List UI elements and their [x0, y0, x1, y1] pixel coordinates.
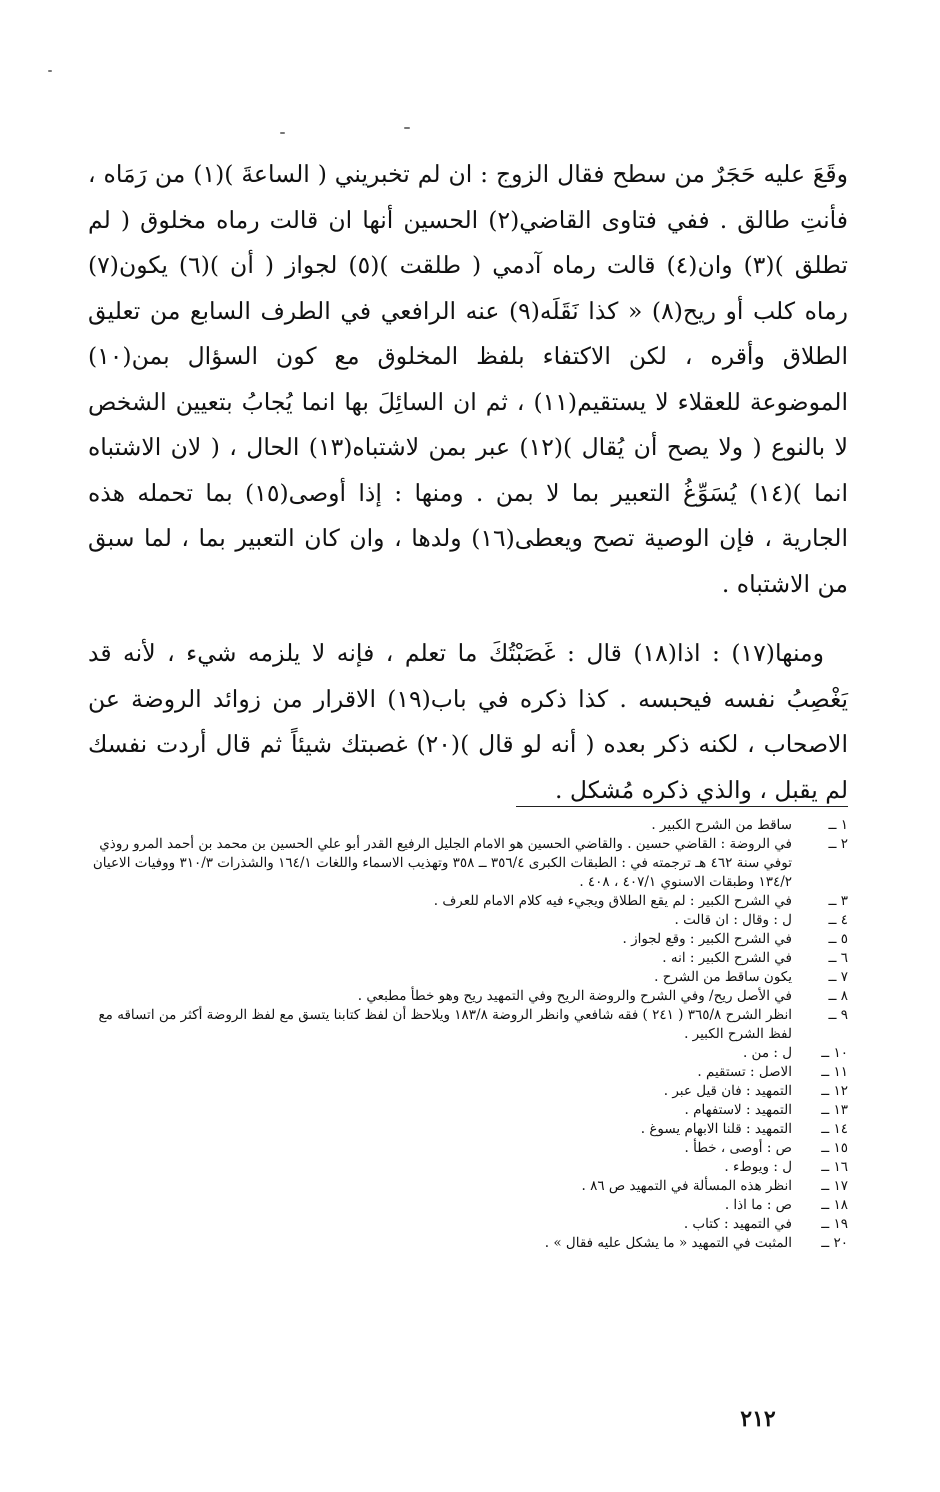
- footnote-item: [88, 892, 848, 911]
- scan-speck: [404, 127, 410, 129]
- footnote-text: في الروضة : القاضي حسين . والقاضي الحسين هو الامام الجليل الرفيع القدر أبو علي الحسين بن محمد بن أحمد المرو روذي توفي سنة ٤٦٢ هـ ترجمته في : الطبقات الكبرى ٣٥٦/٤ ــ ٣٥٨ وتهذيب الاسماء واللغات ١٦٤/١ والشذرات ٣١٠/٣ ووفيات الاعيان ١٣٤/٢ وطبقات الاسنوي ٤٠٧/١ ، ٤٠٨ .: [92, 836, 792, 890]
- footnote-item: [88, 816, 848, 835]
- footnote-text: يكون ساقط من الشرح .: [654, 969, 792, 985]
- footnote-text: في الشرح الكبير : انه .: [662, 950, 792, 966]
- footnote-number: ١٧ ــ: [821, 1178, 848, 1194]
- footnote-number: ١ ــ: [828, 817, 848, 833]
- footnote-number: ١٣ ــ: [821, 1102, 848, 1118]
- footnote-item: [88, 1044, 848, 1063]
- footnote-number: ١٢ ــ: [821, 1083, 848, 1099]
- footnote-number: ١٥ ــ: [821, 1140, 848, 1156]
- paragraph-2: ومنها(١٧) : اذا(١٨) قال : غَصَبْتُكَ ما تعلم ، فإنه لا يلزمه شيء ، لأنه قد يَغْصِبُ نفسه فيحبسه . كذا ذكره في باب(١٩) الاقرار من زوائد الروضة عن الاصحاب ، لكنه ذكر بعده ( أنه لو قال )(٢٠) غصبتك شيئاً ثم قال أردت نفسك لم يقبل ، والذي ذكره مُشكل .: [88, 639, 849, 804]
- scan-speck: [280, 132, 285, 134]
- footnote-item: [88, 949, 848, 968]
- footnote-text: ساقط من الشرح الكبير .: [651, 817, 792, 833]
- footnote-number: ٤ ــ: [828, 912, 848, 928]
- footnote-item: [88, 911, 848, 930]
- footnote-number: ١١ ــ: [821, 1064, 848, 1080]
- footnote-text: التمهيد : قلنا الابهام يسوغ .: [640, 1121, 792, 1137]
- footnote-text: في الأصل ريح/ وفي الشرح والروضة الريح وفي التمهيد ريح وهو خطأ مطبعي .: [357, 988, 792, 1004]
- footnote-number: ٧ ــ: [828, 969, 848, 985]
- footnote-text: ل : من .: [742, 1045, 792, 1061]
- footnote-number: ١٠ ــ: [821, 1045, 848, 1061]
- paragraph-1: وقَعَ عليه حَجَرٌ من سطح فقال الزوج : ان لم تخبريني ( الساعةَ )(١) من رَمَاه ، فأنتِ طالق . ففي فتاوى القاضي(٢) الحسين أنها ان قالت رماه مخلوق ( لم تطلق )(٣) وان(٤) قالت رماه آدمي ( طلقت )(٥) لجواز ( أن )(٦) يكون(٧) رماه كلب أو ريح(٨) « كذا نَقَلَه(٩) عنه الرافعي في الطرف السابع من تعليق الطلاق وأقره ، لكن الاكتفاء بلفظ المخلوق مع كون السؤال بمن(١٠) الموضوعة للعقلاء لا يستقيم(١١) ، ثم ان السائِلَ بها انما يُجابُ بتعيين الشخص لا بالنوع ( ولا يصح أن يُقال )(١٢) عبر بمن لاشتباه(١٣) الحال ، ( لان الاشتباه انما )(١٤) يُسَوِّغُ التعبير بما لا بمن . ومنها : إذا أوصى(١٥) بما تحمله هذه الجارية ، فإن الوصية تصح ويعطى(١٦) ولدها ، وان كان التعبير بما ، لما سبق من الاشتباه .: [88, 160, 849, 598]
- footnote-text: انظر هذه المسألة في التمهيد ص ٨٦ .: [581, 1178, 792, 1194]
- footnote-item: [88, 1082, 848, 1101]
- footnote-text: في الشرح الكبير : وقع لجواز .: [622, 931, 792, 947]
- footnote-text: في الشرح الكبير : لم يقع الطلاق ويجيء فيه كلام الامام للعرف .: [433, 893, 792, 909]
- footnote-item: [88, 1120, 848, 1139]
- footnote-number: ٦ ــ: [828, 950, 848, 966]
- footnote-number: ٢٠ ــ: [821, 1235, 848, 1251]
- footnote-text: المثبت في التمهيد « ما يشكل عليه فقال » .: [544, 1235, 792, 1251]
- footnote-number: ٢ ــ: [828, 836, 848, 852]
- page-number: ٢١٢: [740, 1406, 776, 1432]
- main-text-block: [88, 152, 848, 813]
- footnote-item: [88, 968, 848, 987]
- footnote-number: ١٨ ــ: [821, 1197, 848, 1213]
- footnote-item: [88, 1139, 848, 1158]
- footnote-number: ٣ ــ: [828, 893, 848, 909]
- footnote-number: ١٩ ــ: [821, 1216, 848, 1232]
- footnote-item: [88, 987, 848, 1006]
- footnote-item: [88, 835, 848, 892]
- footnote-item: [88, 1063, 848, 1082]
- footnote-number: ١٦ ــ: [821, 1159, 848, 1175]
- footnote-item: [88, 1177, 848, 1196]
- footnote-text: التمهيد : لاستفهام .: [684, 1102, 792, 1118]
- footnote-number: ٩ ــ: [828, 1007, 848, 1023]
- scan-speck: [48, 70, 52, 72]
- footnote-item: [88, 1215, 848, 1234]
- footnote-item: [88, 1006, 848, 1044]
- footnote-text: الاصل : تستقيم .: [697, 1064, 792, 1080]
- footnote-item: [88, 1196, 848, 1215]
- footnote-item: [88, 930, 848, 949]
- footnote-number: ٥ ــ: [828, 931, 848, 947]
- footnote-item: [88, 1101, 848, 1120]
- footnote-text: ص : ما اذا .: [724, 1197, 792, 1213]
- footnote-number: ٨ ــ: [828, 988, 848, 1004]
- footnote-text: ل : ويوطء .: [724, 1159, 792, 1175]
- footnotes-list: [88, 816, 848, 1253]
- footnote-text: ص : أوصى ، خطأ .: [684, 1140, 792, 1156]
- footnote-item: [88, 1158, 848, 1177]
- footnote-text: التمهيد : فان قيل عبر .: [663, 1083, 792, 1099]
- footnote-item: [88, 1234, 848, 1253]
- footnote-text: ل : وقال : ان قالت .: [674, 912, 792, 928]
- footnote-text: انظر الشرح ٣٦٥/٨ ( ٢٤١ ) فقه شافعي وانظر الروضة ١٨٣/٨ ويلاحظ أن لفظ كتابنا يتسق مع لفظ الروضة أكثر من اتساقه مع لفظ الشرح الكبير .: [98, 1007, 792, 1042]
- footnote-number: ١٤ ــ: [821, 1121, 848, 1137]
- footnote-separator: [516, 806, 848, 807]
- footnote-text: في التمهيد : كتاب .: [683, 1216, 792, 1232]
